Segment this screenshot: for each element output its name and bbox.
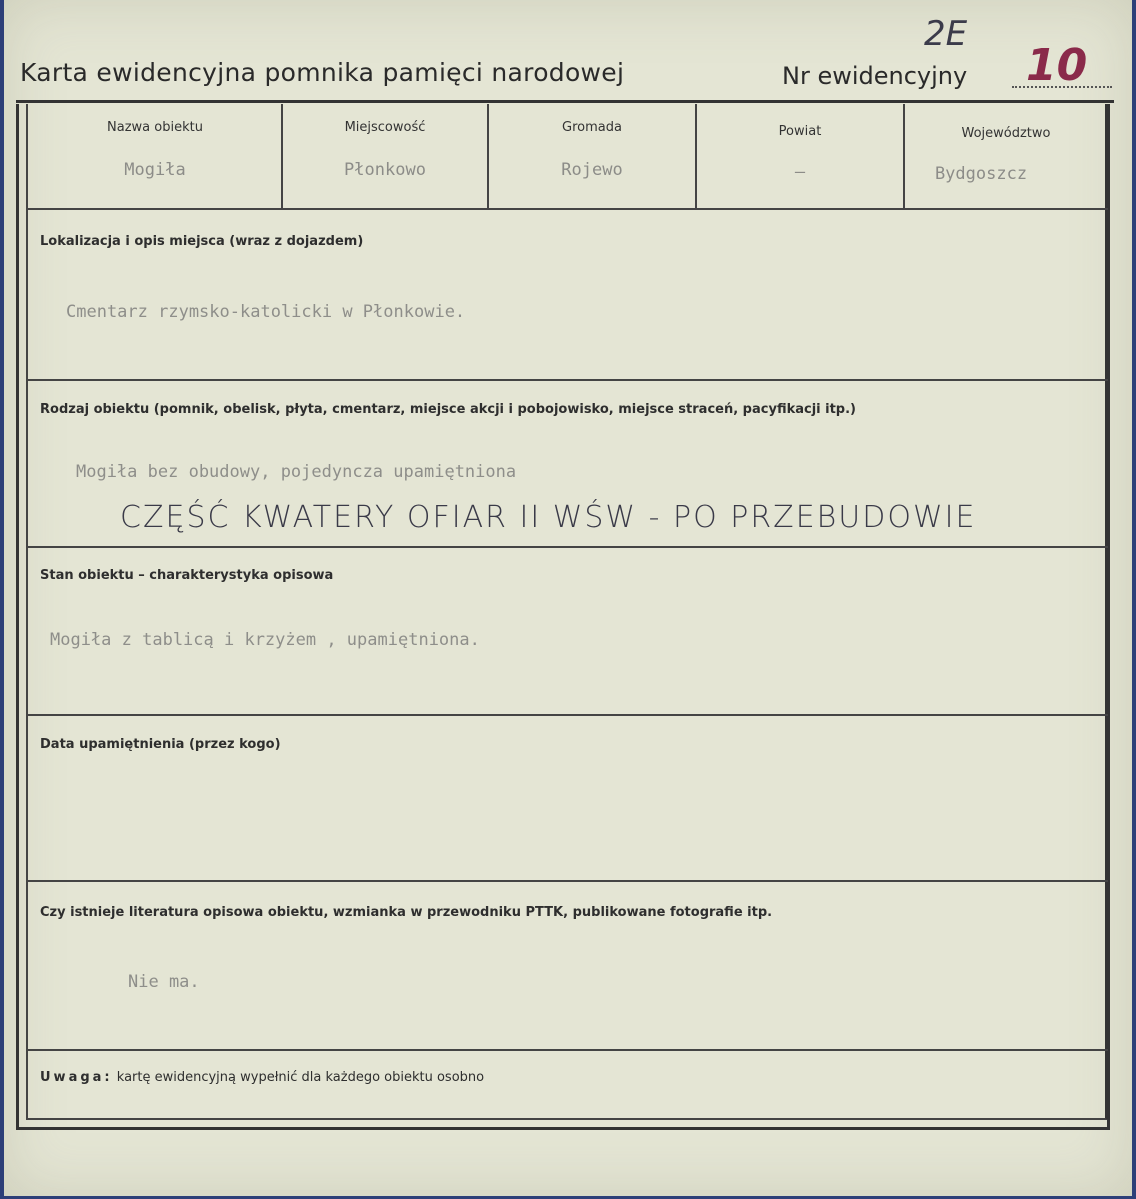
- uwaga-text: kartę ewidencyjną wypełnić dla każdego obiektu osobno: [116, 1070, 485, 1085]
- section-divider: [26, 208, 1108, 210]
- section-divider: [26, 1049, 1108, 1051]
- column-label-wojewodztwo: Województwo: [961, 126, 1051, 141]
- data-label: Data upamiętnienia (przez kogo): [40, 737, 281, 752]
- uwaga-prefix: Uwaga:: [40, 1070, 113, 1085]
- column-label-nazwa: Nazwa obiektu: [107, 120, 203, 135]
- column-value-nazwa: Mogiła: [124, 160, 186, 180]
- column-divider: [903, 104, 905, 210]
- rodzaj-value: Mogiła bez obudowy, pojedyncza upamiętniona: [76, 462, 517, 482]
- literatura-value: Nie ma.: [128, 972, 200, 992]
- lokalizacja-label: Lokalizacja i opis miejsca (wraz z dojazdem): [40, 234, 364, 249]
- uwaga-note: [40, 1070, 484, 1085]
- column-value-miejscowosc: Płonkowo: [344, 160, 426, 180]
- column-value-wojewodztwo: Bydgoszcz: [934, 164, 1028, 184]
- header-rule: [16, 100, 1114, 103]
- section-divider: [26, 546, 1108, 548]
- column-label-powiat: Powiat: [778, 124, 822, 139]
- section-divider: [26, 379, 1108, 381]
- card-title: Karta ewidencyjna pomnika pamięci narodowej: [20, 58, 625, 87]
- handwritten-number: 10: [1026, 40, 1088, 91]
- column-divider: [487, 104, 489, 210]
- column-value-powiat: –: [794, 162, 806, 182]
- stan-value: Mogiła z tablicą i krzyżem , upamiętniona.: [50, 630, 480, 650]
- handwritten-note: CZĘŚĆ KWATERY OFIAR II WŚW - PO PRZEBUDOWIE: [120, 500, 977, 535]
- inner-frame: [26, 104, 1108, 1120]
- rodzaj-label: Rodzaj obiektu (pomnik, obelisk, płyta, cmentarz, miejsce akcji i pobojowisko, miejsce straceń, pacyfikacji itp.): [40, 402, 856, 417]
- column-divider: [281, 104, 283, 210]
- lokalizacja-value: Cmentarz rzymsko-katolicki w Płonkowie.: [66, 302, 466, 322]
- column-label-gromada: Gromada: [562, 120, 622, 135]
- nr-label: Nr ewidencyjny: [782, 62, 968, 90]
- handwritten-code: 2E: [924, 14, 968, 54]
- section-divider: [26, 714, 1108, 716]
- section-divider: [26, 880, 1108, 882]
- column-value-gromada: Rojewo: [561, 160, 623, 180]
- column-divider: [695, 104, 697, 210]
- column-label-miejscowosc: Miejscowość: [344, 120, 426, 135]
- stan-label: Stan obiektu – charakterystyka opisowa: [40, 568, 334, 583]
- literatura-label: Czy istnieje literatura opisowa obiektu, wzmianka w przewodniku PTTK, publikowane fotografie itp.: [40, 905, 773, 920]
